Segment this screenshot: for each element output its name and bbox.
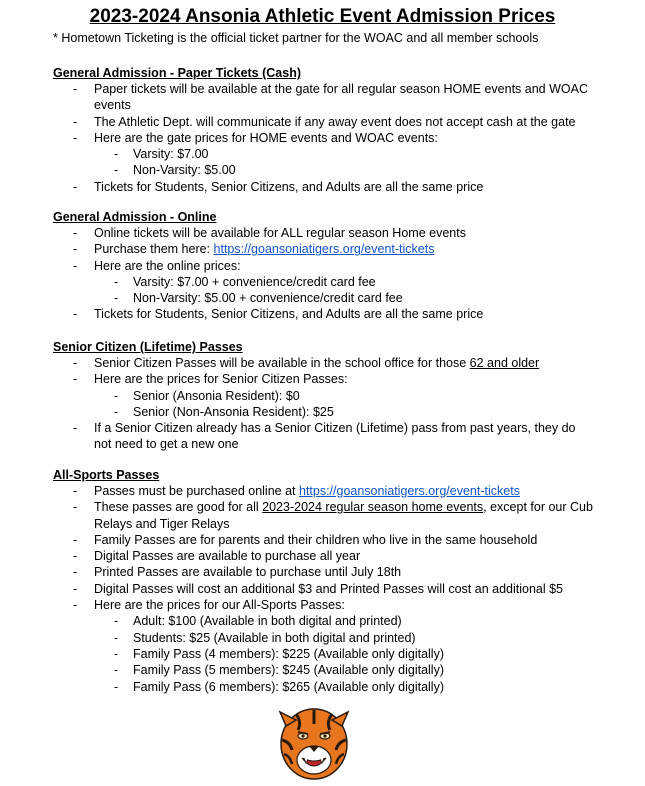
- list-item: [53, 241, 593, 257]
- sub-list-item: - Senior (Ansonia Resident): $0: [94, 388, 593, 404]
- list-item-text: These passes are good for all: [94, 500, 263, 515]
- list-item-text: Here are the prices for Senior Citizen Passes:: [94, 372, 348, 387]
- sub-list-item: - Non-Varsity: $5.00: [94, 162, 593, 178]
- section-title-senior-passes: Senior Citizen (Lifetime) Passes: [53, 340, 243, 354]
- event-tickets-link[interactable]: https://goansoniatigers.org/event-tickets: [298, 484, 520, 498]
- sub-list-item: - Family Pass (4 members): $225 (Available only digitally): [94, 646, 593, 662]
- list-item: - Tickets for Students, Senior Citizens, and Adults are all the same price: [53, 179, 593, 195]
- page-title: 2023-2024 Ansonia Athletic Event Admission Prices: [89, 6, 556, 27]
- list-item-text: Here are the online prices:: [94, 258, 241, 273]
- senior-passes-list: [53, 355, 593, 453]
- list-item-text: Senior Citizen Passes will be available in the school office for those: [94, 356, 470, 370]
- season-events: 2023-2024 regular season home events: [262, 500, 484, 515]
- list-item: - Digital Passes are available to purchase all year: [53, 548, 593, 564]
- sub-list-item: - Non-Varsity: $5.00 + convenience/credit card fee: [94, 290, 593, 306]
- event-tickets-link[interactable]: https://goansoniatigers.org/event-tickets: [213, 242, 435, 257]
- sub-list-item: - Adult: $100 (Available in both digital and printed): [94, 613, 593, 629]
- list-item: [53, 130, 593, 179]
- list-item: - If a Senior Citizen already has a Senior Citizen (Lifetime) pass from past years, they do not need to get a new one: [53, 420, 593, 453]
- list-item-text: Passes must be purchased online at: [94, 484, 299, 498]
- section-title-online: General Admission - Online: [53, 210, 217, 224]
- all-sports-prices-sublist: [94, 613, 593, 694]
- online-tickets-list: [53, 225, 593, 323]
- list-item: - Family Passes are for parents and their children who live in the same household: [53, 532, 593, 548]
- sub-list-item: - Varsity: $7.00: [94, 146, 593, 162]
- senior-prices-sublist: [94, 388, 593, 421]
- list-item: - Online tickets will be available for ALL regular season Home events: [53, 225, 593, 241]
- sub-list-item: - Family Pass (6 members): $265 (Available only digitally): [94, 679, 593, 695]
- list-item: - Printed Passes are available to purchase until July 18th: [53, 564, 593, 580]
- list-item: - The Athletic Dept. will communicate if any away event does not accept cash at the gate: [53, 114, 593, 130]
- list-item-text: Here are the prices for our All-Sports Passes:: [94, 598, 345, 613]
- sub-list-item: - Senior (Non-Ansonia Resident): $25: [94, 404, 593, 420]
- sub-list-item: - Family Pass (5 members): $245 (Available only digitally): [94, 662, 593, 678]
- section-title-all-sports: All-Sports Passes: [53, 468, 160, 482]
- list-item: [53, 258, 593, 307]
- ticket-partner-note: * Hometown Ticketing is the official ticket partner for the WOAC and all member schools: [53, 31, 539, 45]
- list-item: - Tickets for Students, Senior Citizens, and Adults are all the same price: [53, 306, 593, 322]
- gate-prices-sublist: [94, 146, 593, 179]
- list-item: [53, 597, 593, 695]
- list-item: [53, 499, 593, 532]
- list-item: - Paper tickets will be available at the gate for all regular season HOME events and WOAC events: [53, 81, 593, 114]
- list-item: [53, 371, 593, 420]
- list-item-text: , except for our Cub Relays and Tiger Relays: [94, 500, 593, 531]
- sub-list-item: - Varsity: $7.00 + convenience/credit card fee: [94, 274, 593, 290]
- list-item: - Digital Passes will cost an additional $3 and Printed Passes will cost an additional $5: [53, 581, 593, 597]
- all-sports-list: [53, 483, 593, 695]
- list-item-text: Here are the gate prices for HOME events and WOAC events:: [94, 130, 438, 145]
- age-requirement: 62 and older: [469, 356, 540, 370]
- list-item-text: Purchase them here:: [94, 242, 214, 257]
- list-item: [53, 355, 593, 371]
- section-title-paper-tickets: General Admission - Paper Tickets (Cash): [53, 66, 301, 80]
- tiger-mascot-icon: [276, 706, 352, 782]
- online-prices-sublist: [94, 274, 593, 307]
- sub-list-item: - Students: $25 (Available in both digital and printed): [94, 630, 593, 646]
- list-item: [53, 483, 593, 499]
- paper-tickets-list: [53, 81, 593, 195]
